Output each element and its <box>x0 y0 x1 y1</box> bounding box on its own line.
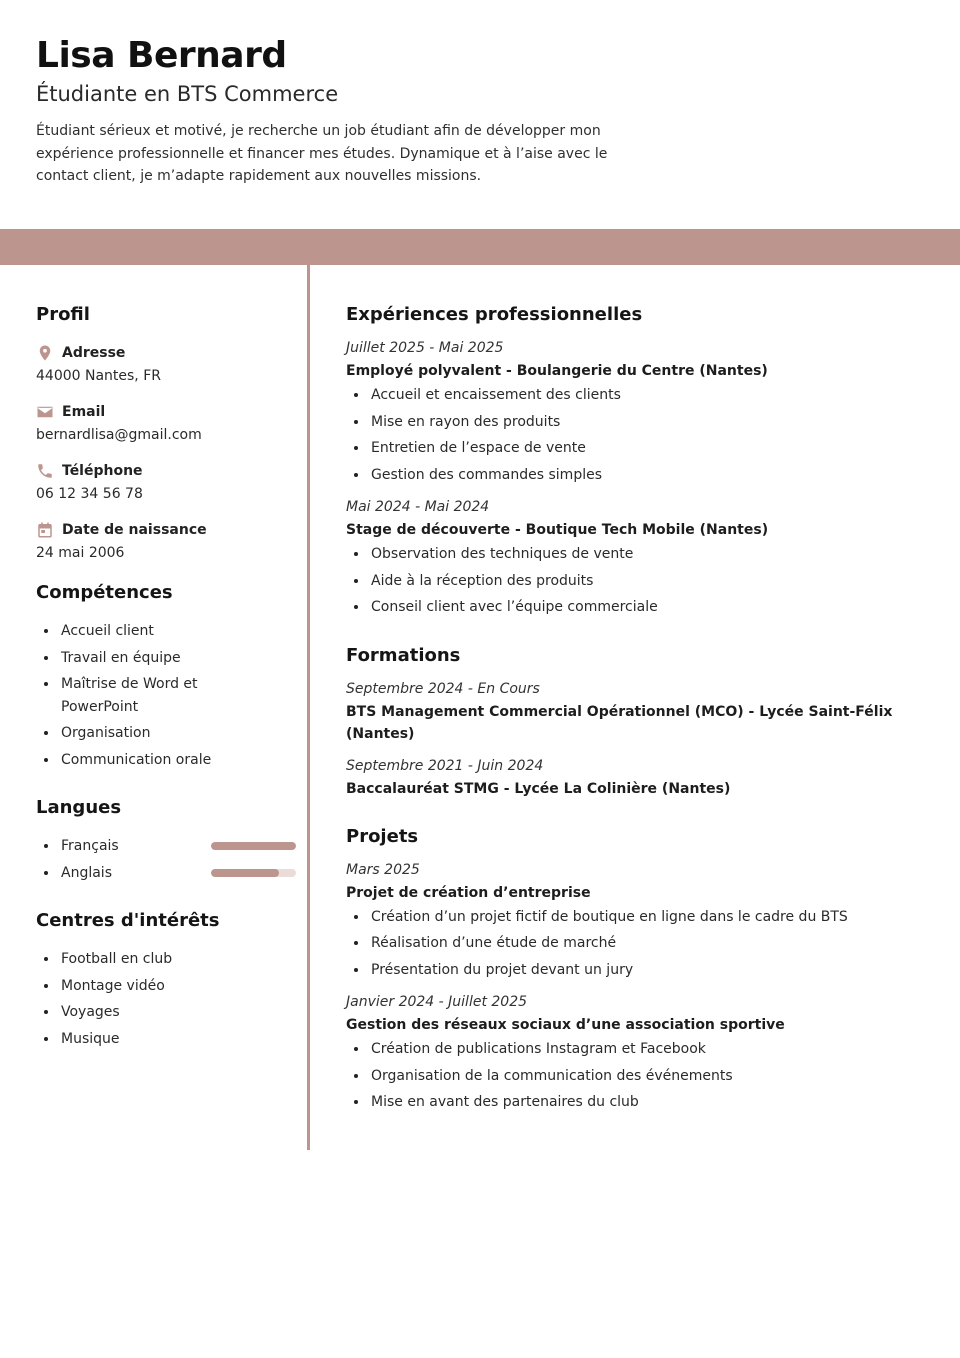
language-name: Français <box>61 838 119 854</box>
entry-heading: BTS Management Commercial Opérationnel (MCO) - Lycée Saint-Félix (Nantes) <box>346 703 893 742</box>
entry-date: Mai 2024 - Mai 2024 <box>346 499 490 515</box>
list-item: Création d’un projet fictif de boutique en ligne dans le cadre du BTS <box>346 906 926 929</box>
contact-list <box>36 342 286 564</box>
candidate-name: Lisa Bernard <box>36 35 287 76</box>
resume-header <box>36 34 656 188</box>
list-item: Organisation de la communication des événements <box>346 1065 926 1088</box>
entry-heading: Employé polyvalent - Boulangerie du Centre (Nantes) <box>346 363 768 379</box>
language-name: Anglais <box>61 864 112 881</box>
contact-birthdate <box>36 519 286 564</box>
entry-bullets <box>346 384 926 486</box>
left-column <box>36 300 286 1054</box>
profile-section <box>36 300 286 564</box>
language-level-fill <box>211 842 296 850</box>
entry-bullets <box>346 906 926 982</box>
summary-text: Étudiant sérieux et motivé, je recherche un job étudiant afin de développer mon expérience professionnelle et financer mes études. Dynamique et à l’aise avec le contact client, je m’adapte rapidement aux nouvelles missions. <box>36 123 608 184</box>
skills-section <box>36 578 286 771</box>
projects-section <box>346 822 926 1114</box>
project-entry <box>346 991 926 1114</box>
entry-date: Septembre 2021 - Juin 2024 <box>346 757 544 774</box>
contact-address <box>36 342 286 387</box>
section-title-skills: Compétences <box>36 582 173 603</box>
section-title-languages: Langues <box>36 797 122 818</box>
section-title-profile: Profil <box>36 304 90 325</box>
contact-email <box>36 401 286 446</box>
list-item: Football en club <box>36 948 286 971</box>
list-item: Accueil client <box>36 620 286 643</box>
section-title-experience: Expériences professionnelles <box>346 304 643 325</box>
list-item: Réalisation d’une étude de marché <box>346 932 926 955</box>
contact-label-address: Adresse <box>62 345 126 361</box>
entry-date: Mars 2025 <box>346 861 420 878</box>
list-item: Organisation <box>36 722 286 745</box>
list-item: Accueil et encaissement des clients <box>346 384 926 407</box>
section-title-interests: Centres d'intérêts <box>36 910 220 931</box>
location-pin-icon <box>36 344 54 362</box>
list-item: Présentation du projet devant un jury <box>346 959 926 982</box>
right-column <box>346 300 926 1124</box>
language-level-bar <box>211 842 296 850</box>
list-item: Aide à la réception des produits <box>346 570 926 593</box>
contact-label-email: Email <box>62 404 106 420</box>
experience-section <box>346 300 926 619</box>
list-item: Conseil client avec l’équipe commerciale <box>346 596 926 619</box>
contact-label-phone: Téléphone <box>62 463 143 479</box>
project-entry <box>346 859 926 982</box>
list-item: Musique <box>36 1028 286 1051</box>
entry-heading: Baccalauréat STMG - Lycée La Colinière (Nantes) <box>346 780 731 797</box>
list-item: Mise en rayon des produits <box>346 411 926 434</box>
list-item: Gestion des commandes simples <box>346 464 926 487</box>
contact-value-phone: 06 12 34 56 78 <box>36 486 143 502</box>
education-entry <box>346 755 926 800</box>
experience-entry <box>346 337 926 486</box>
list-item: Création de publications Instagram et Facebook <box>346 1038 926 1061</box>
list-item: Maîtrise de Word et PowerPoint <box>36 673 216 718</box>
entry-date: Janvier 2024 - Juillet 2025 <box>346 994 528 1010</box>
contact-value-address: 44000 Nantes, FR <box>36 368 161 384</box>
contact-phone <box>36 460 286 505</box>
education-section <box>346 641 926 800</box>
entry-date: Juillet 2025 - Mai 2025 <box>346 340 504 356</box>
languages-section <box>36 793 286 884</box>
list-item: Communication orale <box>36 749 286 772</box>
accent-band <box>0 229 960 265</box>
language-item <box>36 835 286 858</box>
list-item: Observation des techniques de vente <box>346 543 926 566</box>
entry-heading: Gestion des réseaux sociaux d’une association sportive <box>346 1017 785 1033</box>
list-item: Travail en équipe <box>36 647 286 670</box>
list-item: Entretien de l’espace de vente <box>346 437 926 460</box>
interests-list <box>36 948 286 1050</box>
section-title-education: Formations <box>346 644 461 666</box>
envelope-icon <box>36 403 54 421</box>
entry-bullets <box>346 1038 926 1114</box>
language-item <box>36 862 286 885</box>
entry-heading: Stage de découverte - Boutique Tech Mobile (Nantes) <box>346 522 769 538</box>
contact-value-birthdate: 24 mai 2006 <box>36 545 125 561</box>
experience-entry <box>346 496 926 619</box>
interests-section <box>36 906 286 1050</box>
languages-list <box>36 835 286 884</box>
contact-value-email: bernardlisa@gmail.com <box>36 427 202 443</box>
entry-bullets <box>346 543 926 619</box>
list-item: Voyages <box>36 1001 286 1024</box>
calendar-icon <box>36 521 54 539</box>
skills-list <box>36 620 286 771</box>
list-item: Montage vidéo <box>36 975 286 998</box>
phone-icon <box>36 462 54 480</box>
section-title-projects: Projets <box>346 825 419 847</box>
candidate-title: Étudiante en BTS Commerce <box>36 82 339 106</box>
column-divider <box>307 265 310 1150</box>
contact-label-birthdate: Date de naissance <box>62 522 207 538</box>
entry-heading: Projet de création d’entreprise <box>346 884 591 901</box>
education-entry <box>346 678 926 745</box>
language-level-bar <box>211 869 296 877</box>
language-level-fill <box>211 869 279 877</box>
list-item: Mise en avant des partenaires du club <box>346 1091 926 1114</box>
entry-date: Septembre 2024 - En Cours <box>346 680 540 697</box>
